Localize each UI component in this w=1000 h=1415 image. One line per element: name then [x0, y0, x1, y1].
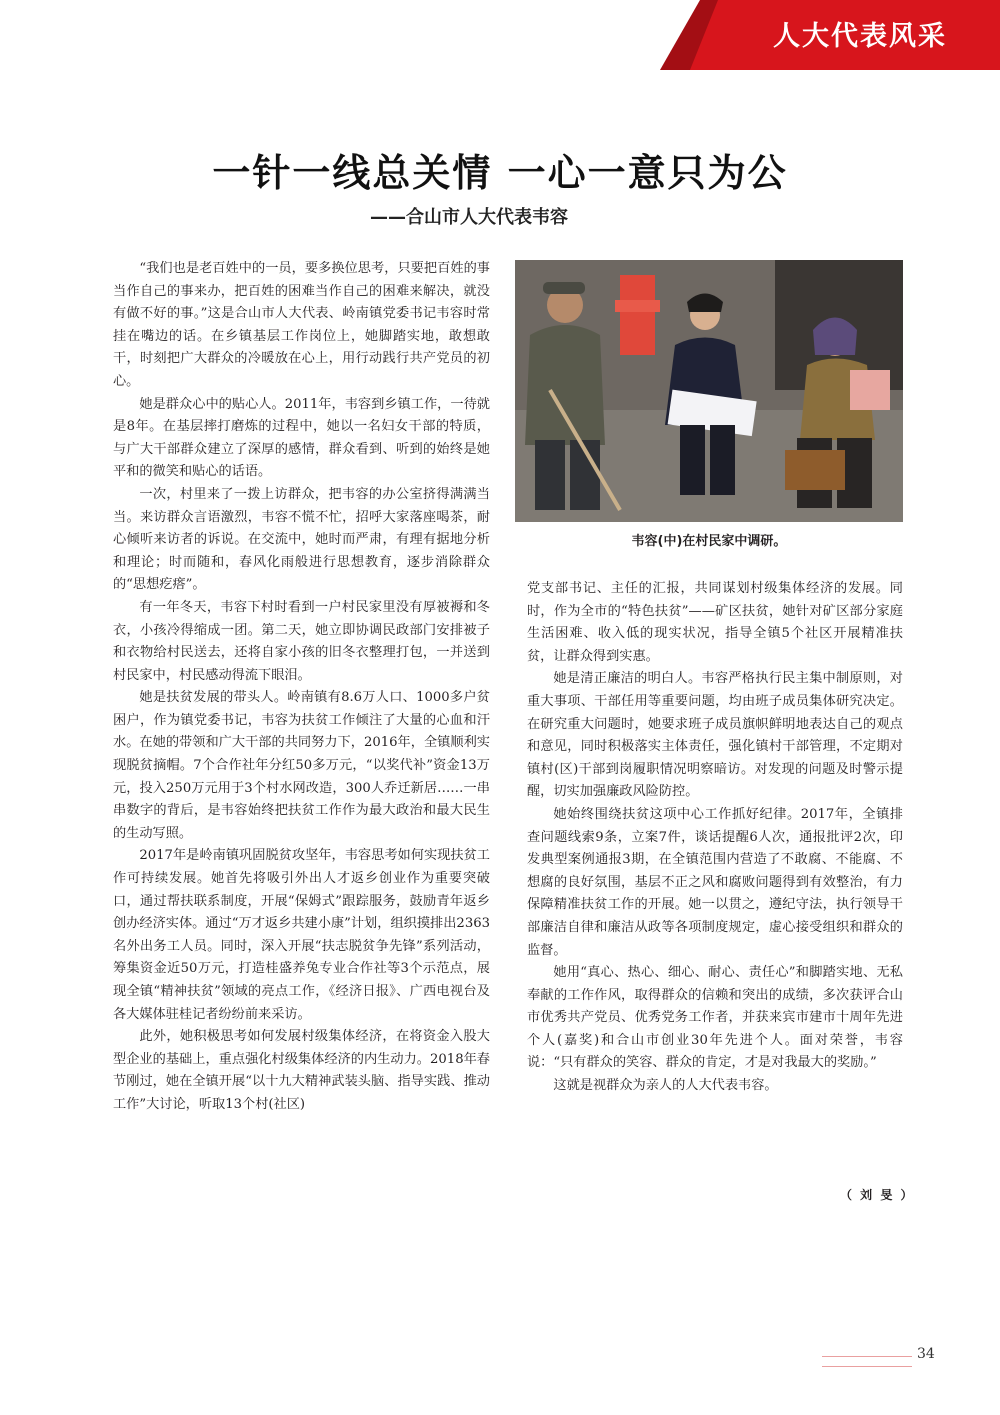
left-column	[113, 258, 490, 1117]
article-title: 一针一线总关情 一心一意只为公	[212, 150, 788, 195]
footer-divider	[822, 1356, 912, 1357]
paragraph: 这就是视群众为亲人的人大代表韦容。	[553, 1078, 778, 1094]
footer-divider	[822, 1366, 912, 1367]
page-number: 34	[917, 1346, 935, 1362]
photo-caption: 韦容(中)在村民家中调研。	[631, 534, 787, 549]
article-photo	[515, 260, 903, 522]
paragraph: 2017年是岭南镇巩固脱贫攻坚年，韦容思考如何实现扶贫工作可持续发展。她首先将吸引外出人才返乡创业作为重要突破口，通过帮扶联系制度，开展“保姆式”跟踪服务，鼓励青年返乡创办经济实体。通过“万才返乡共建小康”计划，组织摸排出2363名外出务工人员。同时，深入开展“扶志脱贫争先锋”系列活动，筹集资金近50万元，打造桂盛养兔专业合作社等3个示范点，展现全镇“精神扶贫”领域的亮点工作，《经济日报》、广西电视台及各大媒体驻桂记者纷纷前来采访。	[113, 848, 490, 1022]
paragraph: 她是扶贫发展的带头人。岭南镇有8.6万人口、1000多户贫困户，作为镇党委书记，韦容为扶贫工作倾注了大量的心血和汗水。在她的带领和广大干部的共同努力下，2016年，全镇顺利实现脱贫摘帽。7个合作社年分红50多万元，“以奖代补”资金13万元，投入250万元用于3个村水网改造，300人乔迁新居……一串串数字的背后，是韦容始终把扶贫工作作为最大政治和最大民生的生动写照。	[113, 690, 490, 841]
paragraph: 她始终围绕扶贫这项中心工作抓好纪律。2017年，全镇排查问题线索9条，立案7件，谈话提醒6人次，通报批评2次，印发典型案例通报3期，在全镇范围内营造了不敢腐、不能腐、不想腐的良好氛围，基层不正之风和腐败问题得到有效整治，有力保障精准扶贫工作的开展。她一以贯之，遵纪守法，执行领导干部廉洁自律和廉洁从政等各项制度规定，虚心接受组织和群众的监督。	[527, 806, 903, 958]
right-column	[527, 578, 903, 1098]
paragraph: 一次，村里来了一拨上访群众，把韦容的办公室挤得满满当当。来访群众言语激烈，韦容不慌不忙，招呼大家落座喝茶，耐心倾听来访者的诉说。在交流中，她时而严肃，有理有据地分析和理论；时而随和，春风化雨般进行思想教育，逐步消除群众的“思想疙瘩”。	[113, 486, 490, 593]
paragraph: 她用“真心、热心、细心、耐心、责任心”和脚踏实地、无私奉献的工作作风，取得群众的信赖和突出的成绩，多次获评合山市优秀共产党员、优秀党务工作者，并获来宾市建市十周年先进个人(嘉奖)和合山市创业30年先进个人。面对荣誉，韦容说：“只有群众的笑容、群众的肯定，才是对我最大的奖励。”	[527, 965, 903, 1071]
paragraph: 她是群众心中的贴心人。2011年，韦容到乡镇工作，一待就是8年。在基层摔打磨炼的过程中，她以一名妇女干部的特质，与广大干部群众建立了深厚的感情，群众看到、听到的始终是她平和的微笑和贴心的话语。	[113, 396, 490, 480]
section-title: 人大代表风采	[773, 21, 947, 52]
paragraph: 有一年冬天，韦容下村时看到一户村民家里没有厚被褥和冬衣，小孩冷得缩成一团。第二天，她立即协调民政部门安排被子和衣物给村民送去，还将自家小孩的旧冬衣整理打包，一并送到村民家中，村民感动得流下眼泪。	[113, 599, 490, 683]
paragraph: 党支部书记、主任的汇报，共同谋划村级集体经济的发展。同时，作为全市的“特色扶贫”——矿区扶贫，她针对矿区部分家庭生活困难、收入低的现实状况，指导全镇5个社区开展精准扶贫，让群众得到实惠。	[527, 581, 903, 664]
paragraph: “我们也是老百姓中的一员，要多换位思考，只要把百姓的事当作自己的事来办，把百姓的困难当作自己的困难来解决，就没有做不好的事。”这是合山市人大代表、岭南镇党委书记韦容时常挂在嘴边的话。在乡镇基层工作岗位上，她脚踏实地，敢想敢干，时刻把广大群众的冷暖放在心上，用行动践行共产党员的初心。	[113, 261, 490, 389]
author-credit: （ 刘 旻 ）	[840, 1188, 915, 1202]
paragraph: 她是清正廉洁的明白人。韦容严格执行民主集中制原则，对重大事项、干部任用等重要问题，均由班子成员集体研究决定。在研究重大问题时，她要求班子成员旗帜鲜明地表达自己的观点和意见，同时积极落实主体责任，强化镇村干部管理，不定期对镇村(区)干部到岗履职情况明察暗访。对发现的问题及时警示提醒，切实加强廉政风险防控。	[527, 671, 903, 800]
photo-illustration	[515, 260, 903, 522]
article-subtitle: ——合山市人大代表韦容	[370, 207, 568, 228]
paragraph: 此外，她积极思考如何发展村级集体经济，在将资金入股大型企业的基础上，重点强化村级集体经济的内生动力。2018年春节刚过，她在全镇开展“以十九大精神武装头脑、指导实践、推动工作”大讨论，听取13个村(社区)	[113, 1029, 490, 1112]
header-banner	[0, 0, 1000, 70]
